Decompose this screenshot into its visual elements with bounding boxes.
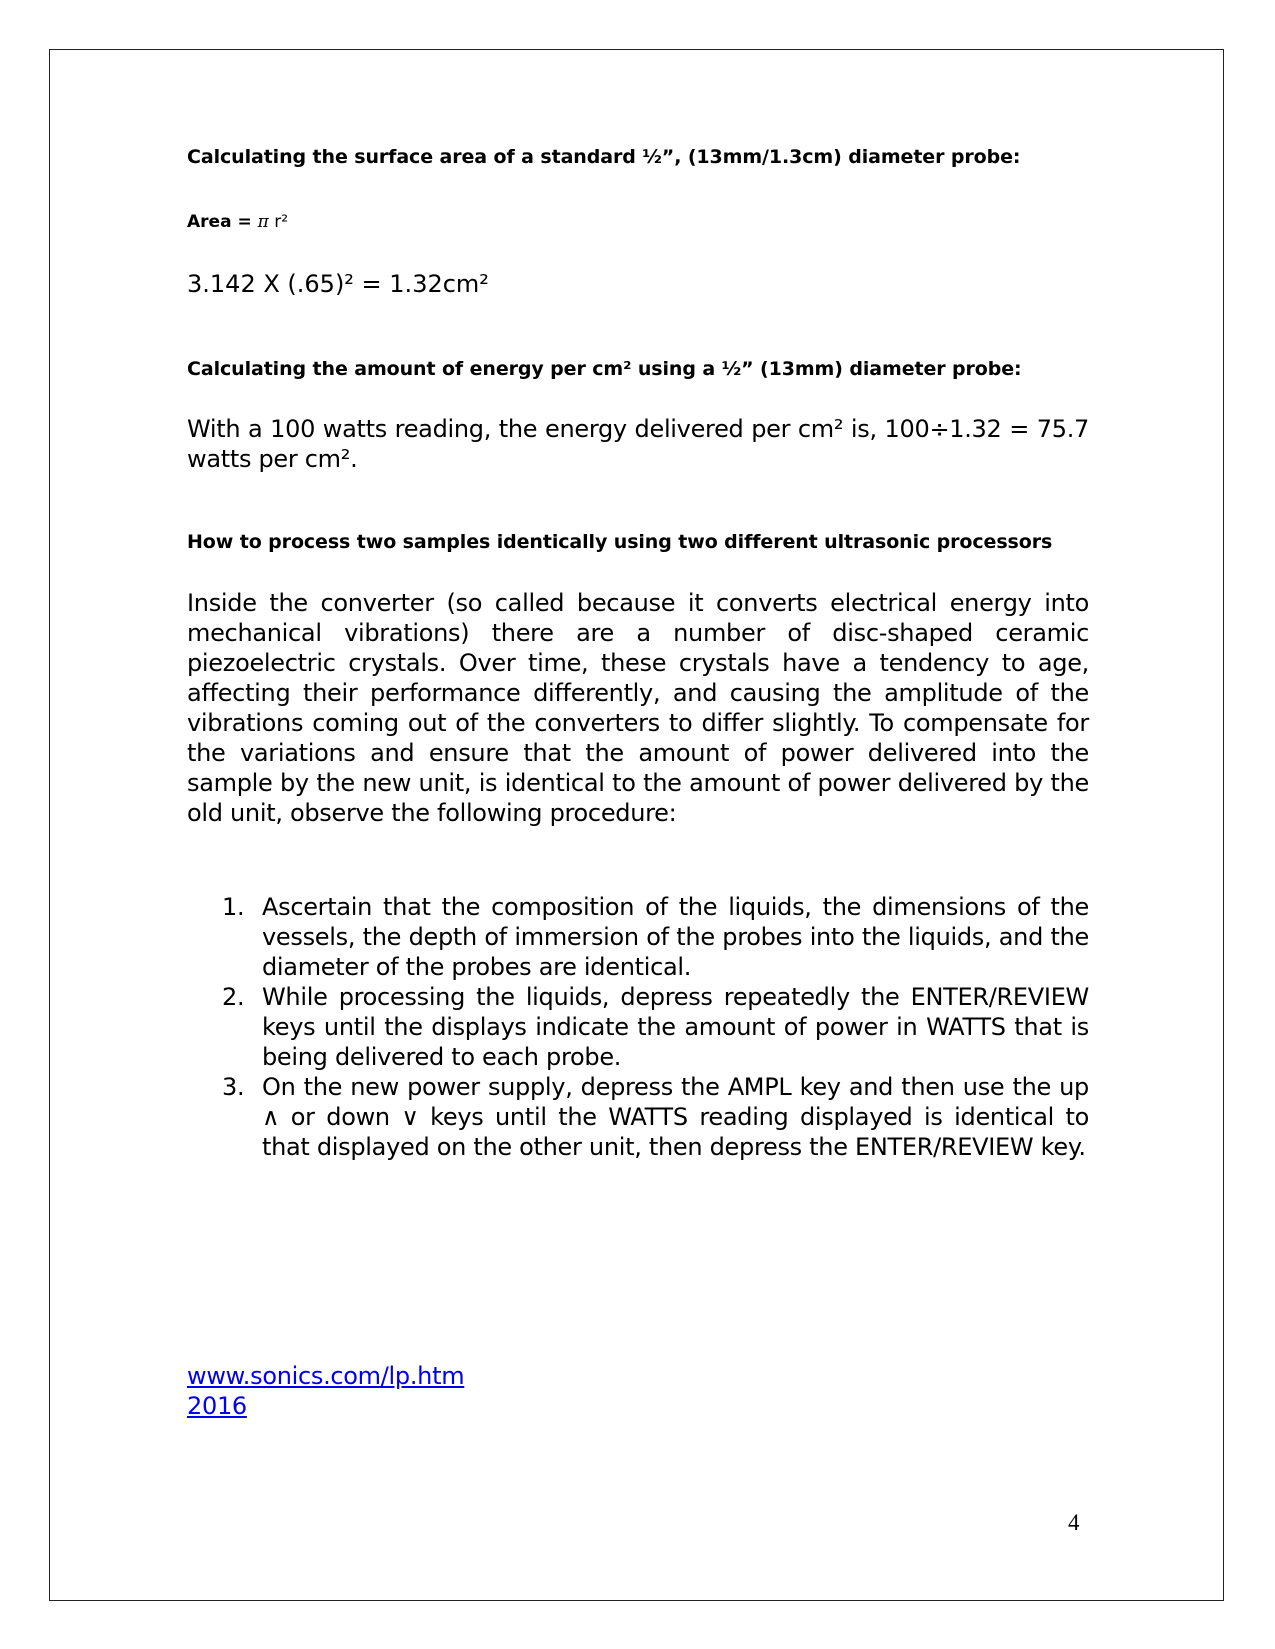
- r-squared: r²: [268, 212, 289, 232]
- energy-per-cm-heading: Calculating the amount of energy per cm² using a ½” (13mm) diameter probe:: [187, 358, 1022, 380]
- step-text: On the new power supply, depress the AMPL key and then use the up ∧ or down ∨ keys until the WATTS reading displayed is identical to that displayed on the other unit, then depress the ENTER/REVIEW key.: [262, 1073, 1089, 1161]
- year-link[interactable]: 2016: [187, 1392, 247, 1420]
- step-number: 1.: [222, 893, 245, 921]
- area-calculation: 3.142 X (.65)² = 1.32cm²: [187, 270, 489, 298]
- sonics-website-link[interactable]: www.sonics.com/lp.htm: [187, 1362, 465, 1390]
- procedure-step: [222, 1072, 1089, 1162]
- page-number: 4: [1068, 1510, 1080, 1535]
- step-number: 3.: [222, 1073, 245, 1101]
- pi-symbol: π: [257, 212, 269, 232]
- area-label: Area =: [187, 212, 258, 232]
- step-number: 2.: [222, 983, 245, 1011]
- area-formula-label: [187, 212, 288, 232]
- procedure-list: [187, 892, 1089, 1162]
- energy-paragraph: With a 100 watts reading, the energy delivered per cm² is, 100÷1.32 = 75.7 watts per cm².: [187, 415, 1089, 473]
- procedure-step: [222, 892, 1089, 982]
- converter-paragraph: Inside the converter (so called because it converts electrical energy into mechanical vibrations) there are a number of disc-shaped ceramic piezoelectric crystals. Over time, these crystals have a tendency to age, affecting their performance differently, and causing the amplitude of the vibrations coming out of the converters to differ slightly. To compensate for the variations and ensure that the amount of power delivered into the sample by the new unit, is identical to the amount of power delivered by the old unit, observe the following procedure:: [187, 589, 1089, 827]
- step-text: Ascertain that the composition of the liquids, the dimensions of the vessels, the depth of immersion of the probes into the liquids, and the diameter of the probes are identical.: [262, 893, 1089, 981]
- surface-area-heading: Calculating the surface area of a standard ½”, (13mm/1.3cm) diameter probe:: [187, 146, 1021, 168]
- step-text: While processing the liquids, depress repeatedly the ENTER/REVIEW keys until the displays indicate the amount of power in WATTS that is being delivered to each probe.: [262, 983, 1089, 1071]
- procedure-step: [222, 982, 1089, 1072]
- two-samples-heading: How to process two samples identically using two different ultrasonic processors: [187, 531, 1053, 553]
